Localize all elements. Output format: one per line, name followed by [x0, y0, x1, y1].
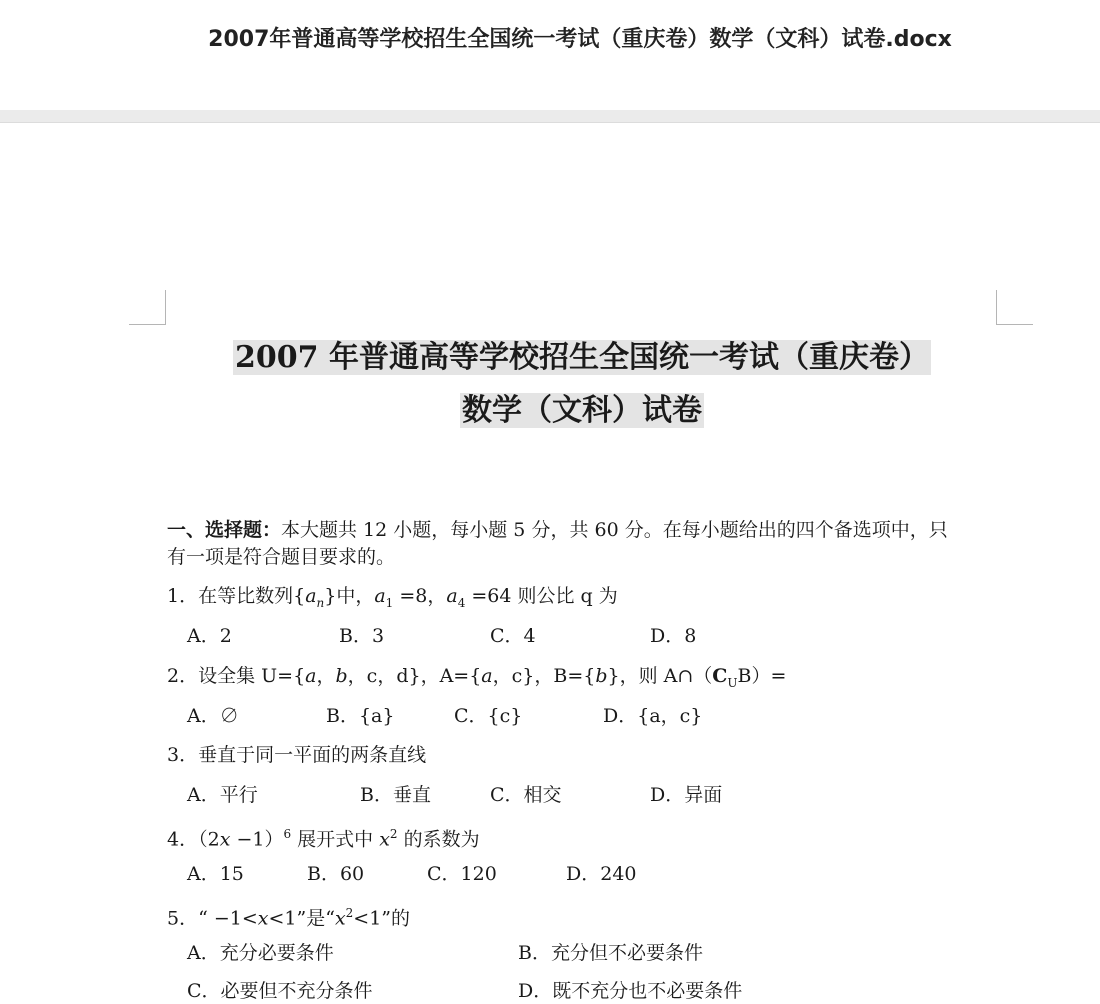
q1-option-c: C．4 [490, 625, 536, 647]
q2-option-c: C．{c} [454, 705, 523, 727]
q2-option-a: A．∅ [187, 705, 239, 727]
section-heading: 一、选择题： [167, 519, 282, 541]
q4-option-c: C．120 [427, 863, 497, 885]
q5-option-a: A．充分必要条件 [187, 942, 334, 964]
document-page[interactable] [0, 123, 1100, 1002]
q2-option-d: D．{a，c} [603, 705, 703, 727]
crop-mark-right [996, 290, 1033, 325]
page-gutter [0, 110, 1100, 123]
question-2: 2．设全集 U={a，b，c，d}，A={a，c}，B={b}，则 $A\cap(C_UB)=$ [167, 665, 787, 690]
q3-option-b: B．垂直 [360, 784, 431, 806]
crop-mark-left [129, 290, 166, 325]
document-filename: 2007年普通高等学校招生全国统一考试（重庆卷）数学（文科）试卷.docx [208, 27, 952, 52]
doc-title-line-1: 2007 年普通高等学校招生全国统一考试（重庆卷） [235, 340, 929, 375]
q3-option-a: A．平行 [187, 784, 258, 806]
q3-option-d: D．异面 [650, 784, 723, 806]
q2-option-b: B．{a} [326, 705, 395, 727]
q5-option-b: B．充分但不必要条件 [518, 942, 703, 964]
question-4: 4．$(2x -1)^6$ 展开式中 $x^2$ 的系数为 [167, 827, 480, 851]
section-intro-line-1: 一、选择题：本大题共 12 小题，每小题 5 分，共 60 分。在每小题给出的四个备选项中，只 [167, 519, 948, 541]
q4-option-b: B．60 [307, 863, 365, 885]
section-intro-line-2: 有一项是符合题目要求的。 [167, 546, 396, 568]
q1-option-b: B．3 [339, 625, 385, 647]
q1-option-d: D．8 [650, 625, 697, 647]
question-3: 3．垂直于同一平面的两条直线 [167, 744, 427, 766]
q4-option-d: D．240 [566, 863, 637, 885]
q3-option-c: C．相交 [490, 784, 562, 806]
q1-option-a: A．2 [187, 625, 232, 647]
q5-option-d: D．既不充分也不必要条件 [518, 980, 743, 1002]
question-1: 1．在等比数列$\{a_n\}$中，$a_1 =8$，$a_4 =64$ 则公比 q 为 [167, 585, 618, 610]
q4-option-a: A．15 [187, 863, 244, 885]
q5-option-c: C．必要但不充分条件 [187, 980, 373, 1002]
title-bar [0, 0, 1100, 110]
doc-title-line-2: 数学（文科）试卷 [462, 393, 702, 428]
question-5: 5．“ −1<x<1”是“$x^2<1$”的 [167, 906, 411, 930]
